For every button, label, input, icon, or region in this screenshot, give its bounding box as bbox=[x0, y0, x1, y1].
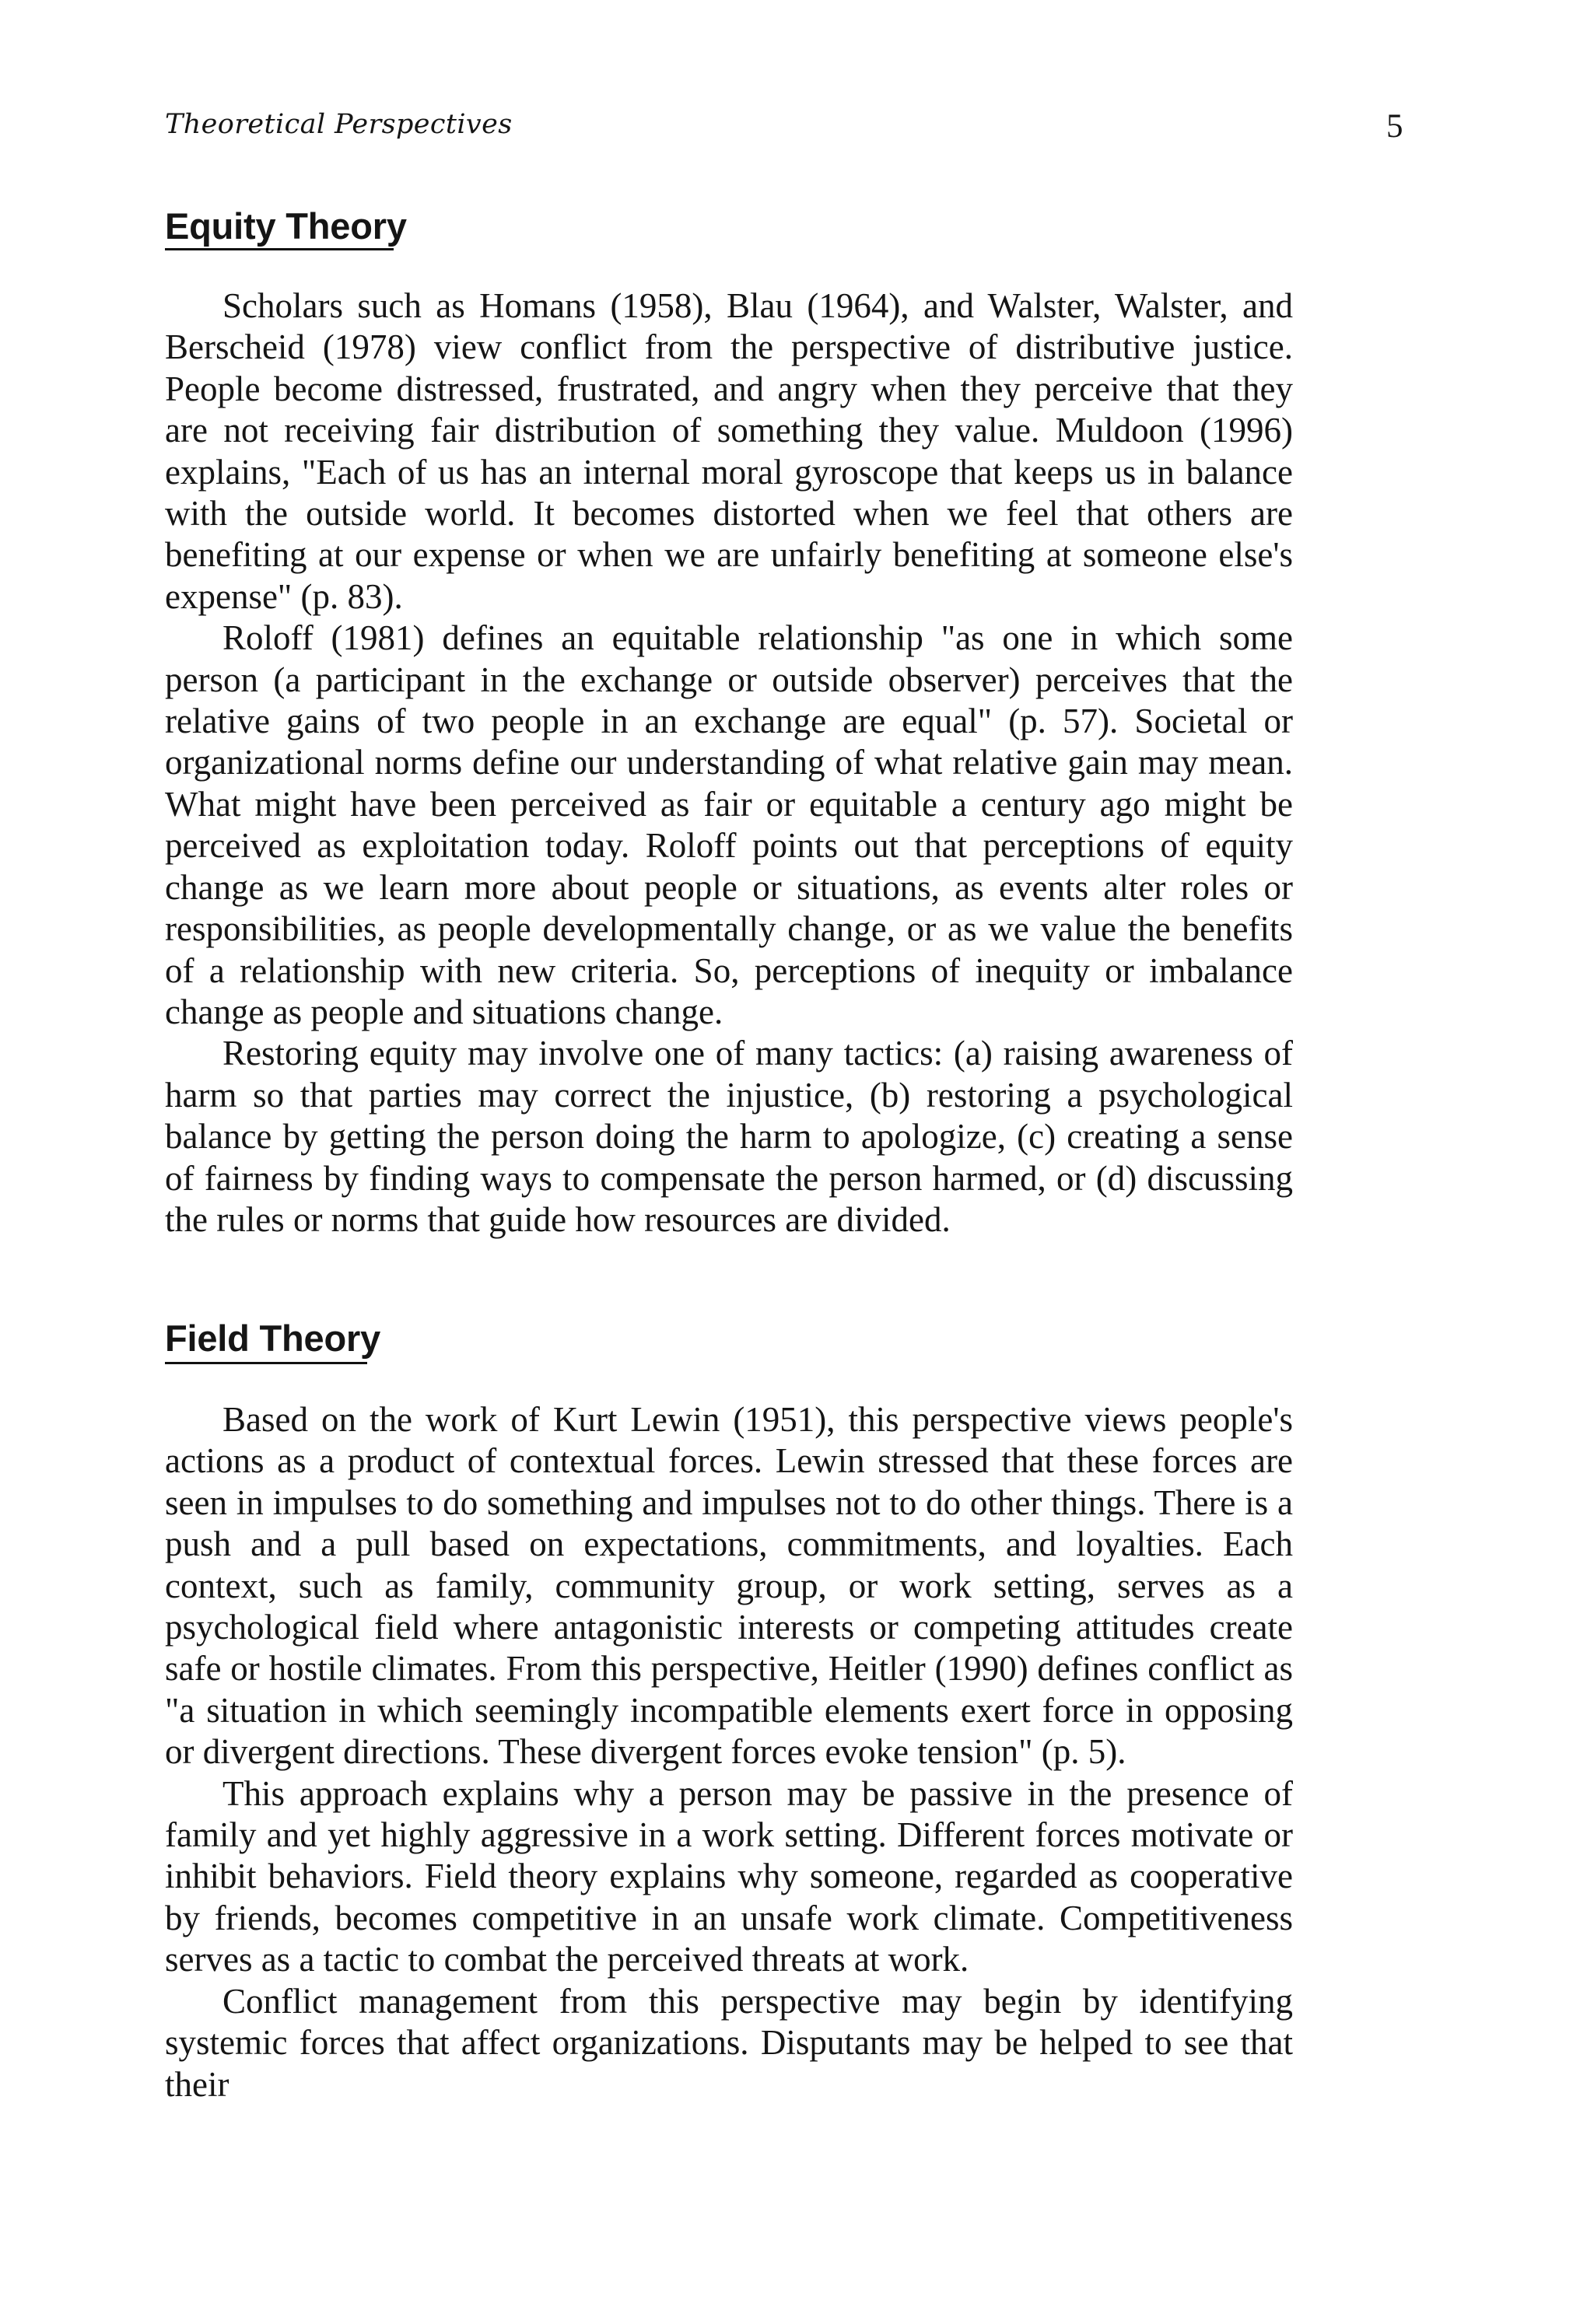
page-number: 5 bbox=[1386, 108, 1403, 145]
equity-paragraph-1: Scholars such as Homans (1958), Blau (1964), and Walster, Walster, and Berscheid (1978) view conflict from the perspective of distributive justice. People become distressed, frustrated, and angry when they perceive that they are not receiving fair distribution of something they value. Muldoon (1996) explains, "Each of us has an internal moral gyroscope that keeps us in balance with the outside world. It becomes distorted when we feel that others are benefiting at our expense or when we are unfairly benefiting at someone else's expense" (p. 83). bbox=[165, 286, 1293, 616]
field-paragraph-1: Based on the work of Kurt Lewin (1951), this perspective views people's actions as a product of contextual forces. Lewin stressed that these forces are seen in impulses to do something and impulses not to do other things. There is a push and a pull based on expectations, commitments, and loyalties. Each context, such as family, community group, or work setting, serves as a psychological field where antagonistic interests or competing attitudes create safe or hostile climates. From this perspective, Heitler (1990) defines conflict as "a situation in which seemingly incompatible elements exert force in opposing or divergent directions. These divergent forces evoke tension" (p. 5). bbox=[165, 1400, 1293, 1772]
equity-heading-underline bbox=[165, 248, 394, 250]
section-heading-field-theory: Field Theory bbox=[165, 1318, 381, 1359]
field-paragraph-2: This approach explains why a person may be passive in the presence of family and yet highly aggressive in a work setting. Different forces motivate or inhibit behaviors. Field theory explains why someone, regarded as cooperative by friends, becomes competitive in an unsafe work climate. Competitiveness serves as a tactic to combat the perceived threats at work. bbox=[165, 1773, 1293, 1979]
field-heading-underline bbox=[165, 1362, 367, 1364]
equity-theory-body bbox=[165, 285, 1293, 1241]
section-heading-equity-theory: Equity Theory bbox=[165, 205, 407, 247]
field-theory-body bbox=[165, 1399, 1293, 2105]
equity-paragraph-3: Restoring equity may involve one of many tactics: (a) raising awareness of harm so that parties may correct the injustice, (b) restoring a psychological balance by getting the person doing the harm to apologize, (c) creating a sense of fairness by finding ways to compensate the person harmed, or (d) discussing the rules or norms that guide how resources are divided. bbox=[165, 1034, 1293, 1239]
equity-paragraph-2: Roloff (1981) defines an equitable relationship "as one in which some person (a participant in the exchange or outside observer) perceives that the relative gains of two people in an exchange are equal" (p. 57). Societal or organizational norms define our understanding of what relative gain may mean. What might have been perceived as fair or equitable a century ago might be perceived as exploitation today. Roloff points out that perceptions of equity change as we learn more about people or situations, as events alter roles or responsibilities, as people developmentally change, or as we value the benefits of a relationship with new criteria. So, perceptions of inequity or imbalance change as people and situations change. bbox=[165, 618, 1293, 1031]
running-head: Theoretical Perspectives bbox=[165, 109, 513, 140]
field-paragraph-3: Conflict management from this perspective may begin by identifying systemic forces that affect organizations. Disputants may be helped to see that their bbox=[165, 1981, 1293, 2104]
